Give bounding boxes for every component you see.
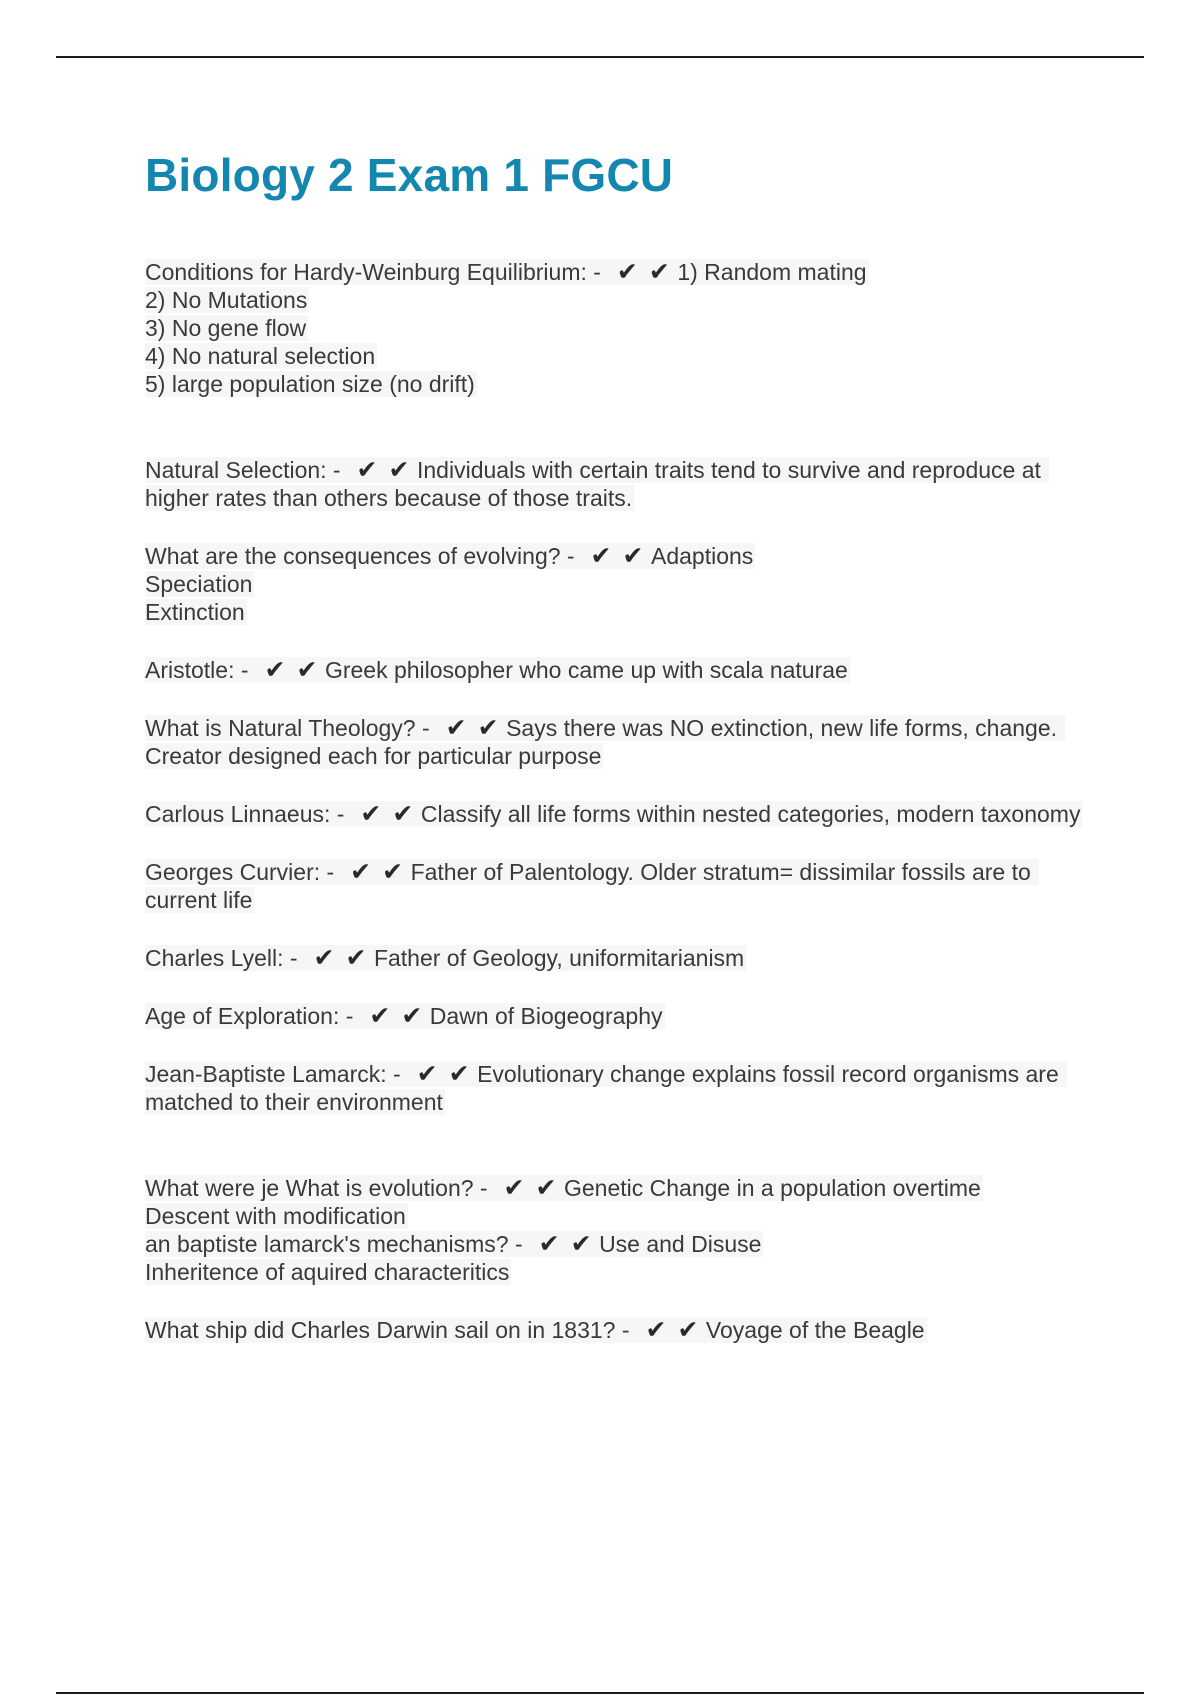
checkmark-icon: ✔: [345, 944, 367, 972]
checkmark-icon: ✔: [388, 456, 410, 484]
checkmark-icon: ✔: [401, 1002, 423, 1030]
flashcard-entry: [145, 456, 1085, 512]
checkmark-icon: ✔: [645, 1316, 667, 1344]
flashcard-answer: Genetic Change in a population overtime: [564, 1175, 981, 1201]
term-separator: -: [415, 715, 437, 741]
flashcard-answer: Classify all life forms within nested categories, modern taxonomy: [420, 801, 1081, 827]
bottom-rule: [56, 1692, 1144, 1694]
flashcard-answer: Individuals with certain traits tend to survive and reproduce at higher rates than others because of those traits.: [145, 457, 1048, 511]
flashcard-term: Carlous Linnaeus:: [145, 801, 331, 827]
flashcard-entry: [145, 800, 1085, 828]
checkmark-icon: ✔: [622, 542, 644, 570]
flashcard-term: Age of Exploration:: [145, 1003, 340, 1029]
answer-continuation-line: Extinction: [145, 599, 245, 625]
checkmark-icon: ✔: [503, 1174, 525, 1202]
flashcard-entry: [145, 858, 1085, 914]
answer-continuation-line: 2) No Mutations: [145, 287, 308, 313]
checkmark-icon: ✔: [264, 656, 286, 684]
answer-continuation-line: Descent with modification: [145, 1203, 406, 1229]
flashcard-term: What were je What is evolution?: [145, 1175, 474, 1201]
flashcard-term: an baptiste lamarck's mechanisms?: [145, 1231, 509, 1257]
term-separator: -: [508, 1231, 530, 1257]
checkmark-icon: ✔: [392, 800, 414, 828]
flashcard-entry: [145, 258, 1085, 398]
checkmark-icon: ✔: [648, 258, 670, 286]
flashcard-term: What ship did Charles Darwin sail on in 1831?: [145, 1317, 616, 1343]
term-separator: -: [586, 259, 608, 285]
flashcard-answer: Use and Disuse: [599, 1231, 762, 1257]
flashcard-list: [145, 258, 1085, 1374]
term-separator: -: [473, 1175, 494, 1201]
flashcard-answer: Dawn of Biogeography: [429, 1003, 663, 1029]
checkmark-icon: ✔: [369, 1002, 391, 1030]
flashcard-answer: Voyage of the Beagle: [705, 1317, 925, 1343]
top-rule: [56, 56, 1144, 58]
flashcard-answer: Adaptions: [651, 543, 754, 569]
flashcard-entry: [145, 944, 1085, 972]
term-separator: -: [560, 543, 581, 569]
checkmark-icon: ✔: [313, 944, 335, 972]
flashcard-answer: Greek philosopher who came up with scala naturae: [324, 657, 848, 683]
term-separator: -: [615, 1317, 636, 1343]
term-separator: -: [234, 657, 255, 683]
flashcard-entry: [145, 1060, 1085, 1116]
flashcard-answer: Evolutionary change explains fossil record organisms are matched to their environment: [145, 1061, 1066, 1115]
answer-continuation-line: Inheritence of aquired characteritics: [145, 1259, 510, 1285]
checkmark-icon: ✔: [535, 1174, 557, 1202]
checkmark-icon: ✔: [477, 714, 499, 742]
flashcard-answer: 1) Random mating: [677, 259, 867, 285]
flashcard-entry: [145, 1002, 1085, 1030]
checkmark-icon: ✔: [677, 1316, 699, 1344]
checkmark-icon: ✔: [356, 456, 378, 484]
term-separator: -: [320, 859, 341, 885]
flashcard-term: Aristotle:: [145, 657, 235, 683]
flashcard-term: Natural Selection:: [145, 457, 327, 483]
flashcard-term: Jean-Baptiste Lamarck:: [145, 1061, 387, 1087]
checkmark-icon: ✔: [416, 1060, 438, 1088]
flashcard-entry: [145, 1174, 1085, 1230]
flashcard-term: What are the consequences of evolving?: [145, 543, 561, 569]
flashcard-answer: Says there was NO extinction, new life forms, change. Creator designed each for particular purpose: [145, 715, 1064, 769]
term-separator: -: [330, 801, 351, 827]
answer-continuation-line: 3) No gene flow: [145, 315, 307, 341]
flashcard-entry: [145, 714, 1085, 770]
flashcard-term: Conditions for Hardy-Weinburg Equilibrium:: [145, 259, 587, 285]
answer-continuation-line: Speciation: [145, 571, 253, 597]
answer-continuation-line: 5) large population size (no drift): [145, 371, 475, 397]
checkmark-icon: ✔: [382, 858, 404, 886]
checkmark-icon: ✔: [616, 258, 638, 286]
flashcard-answer: Father of Palentology. Older stratum= dissimilar fossils are to current life: [145, 859, 1038, 913]
term-separator: -: [339, 1003, 360, 1029]
answer-continuation-line: 4) No natural selection: [145, 343, 376, 369]
term-separator: -: [326, 457, 347, 483]
checkmark-icon: ✔: [590, 542, 612, 570]
term-separator: -: [283, 945, 304, 971]
checkmark-icon: ✔: [538, 1230, 560, 1258]
flashcard-entry: [145, 1230, 1085, 1286]
flashcard-entry: [145, 656, 1085, 684]
flashcard-entry: [145, 542, 1085, 626]
checkmark-icon: ✔: [296, 656, 318, 684]
document-title: Biology 2 Exam 1 FGCU: [145, 149, 674, 201]
term-separator: -: [386, 1061, 408, 1087]
checkmark-icon: ✔: [445, 714, 467, 742]
flashcard-term: Georges Curvier:: [145, 859, 321, 885]
checkmark-icon: ✔: [448, 1060, 470, 1088]
checkmark-icon: ✔: [350, 858, 372, 886]
flashcard-entry: [145, 1316, 1085, 1344]
flashcard-term: What is Natural Theology?: [145, 715, 416, 741]
checkmark-icon: ✔: [360, 800, 382, 828]
checkmark-icon: ✔: [570, 1230, 592, 1258]
flashcard-term: Charles Lyell:: [145, 945, 284, 971]
flashcard-answer: Father of Geology, uniformitarianism: [373, 945, 745, 971]
